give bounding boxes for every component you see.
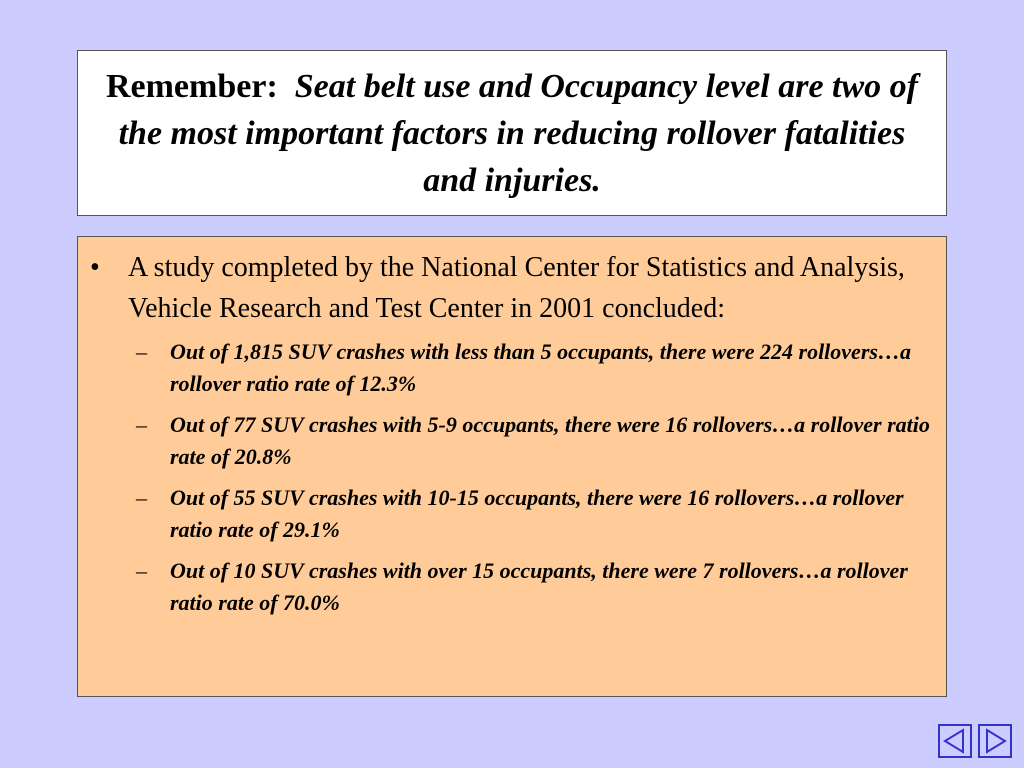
main-bullet <box>88 247 932 329</box>
title-box <box>77 50 947 216</box>
triangle-left-icon <box>941 727 969 755</box>
next-slide-button[interactable] <box>978 724 1012 758</box>
bullet-marker: • <box>90 252 100 283</box>
triangle-right-icon <box>981 727 1009 755</box>
sub-bullet-item <box>88 482 932 546</box>
sub-bullet-marker: – <box>136 485 147 510</box>
sub-bullet-marker: – <box>136 412 147 437</box>
sub-bullet-marker: – <box>136 339 147 364</box>
slide-navigation <box>938 724 1012 758</box>
sub-bullet-item <box>88 336 932 400</box>
sub-bullet-marker: – <box>136 558 147 583</box>
sub-bullet-item <box>88 409 932 473</box>
sub-bullet-text: Out of 77 SUV crashes with 5-9 occupants, there were 16 rollovers…a rollover ratio rate of 20.8% <box>170 412 930 469</box>
bullet-text: A study completed by the National Center for Statistics and Analysis, Vehicle Research and Test Center in 2001 concluded: <box>128 252 905 324</box>
sub-bullet-text: Out of 55 SUV crashes with 10-15 occupants, there were 16 rollovers…a rollover ratio rate of 29.1% <box>170 485 904 542</box>
sub-bullet-text: Out of 1,815 SUV crashes with less than 5 occupants, there were 224 rollovers…a rollover ratio rate of 12.3% <box>170 339 911 396</box>
sub-bullet-list <box>88 336 932 619</box>
sub-bullet-item <box>88 555 932 619</box>
slide-title <box>92 63 932 204</box>
previous-slide-button[interactable] <box>938 724 972 758</box>
sub-bullet-text: Out of 10 SUV crashes with over 15 occupants, there were 7 rollovers…a rollover ratio rate of 70.0% <box>170 558 908 615</box>
content-box <box>77 236 947 697</box>
title-emphasis: Seat belt use and Occupancy level are two of the most important factors in reducing rollover fatalities and injuries. <box>118 67 919 199</box>
title-lead: Remember: <box>105 67 278 105</box>
